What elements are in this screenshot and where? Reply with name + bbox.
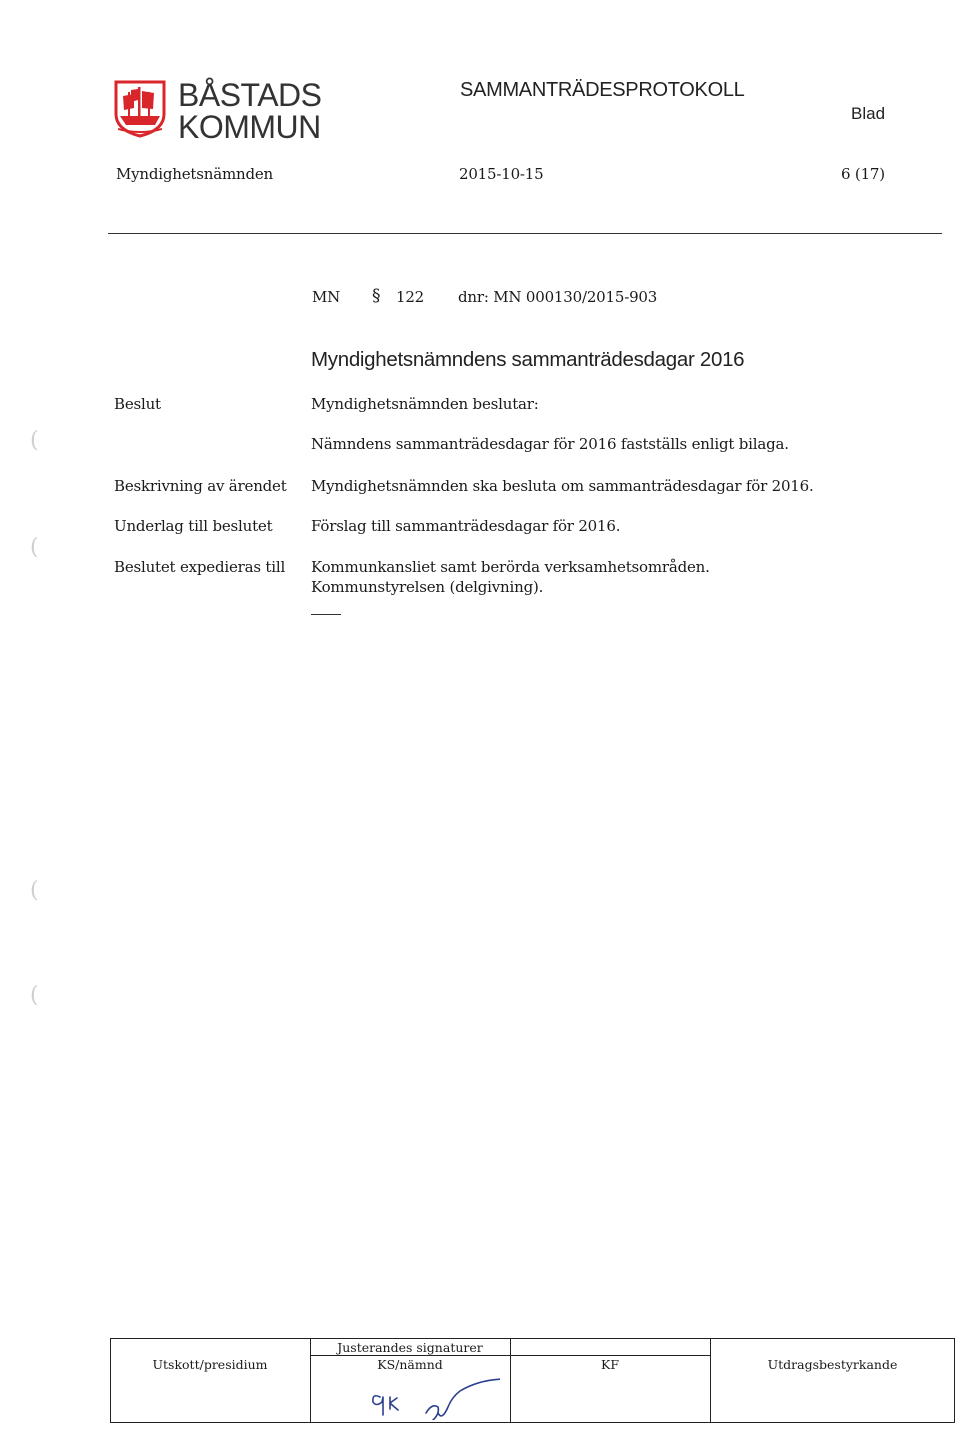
case-dnr: dnr: MN 000130/2015-903: [458, 288, 658, 306]
signature-column-divider: [710, 1338, 711, 1423]
end-mark: [311, 614, 341, 615]
beslut-text: Nämndens sammanträdesdagar för 2016 fastställs enligt bilaga.: [311, 435, 789, 453]
expedieras-line2: Kommunstyrelsen (delgivning).: [311, 578, 544, 596]
signature-col-utskott: Utskott/presidium: [152, 1357, 268, 1372]
expedieras-label: Beslutet expedieras till: [114, 558, 286, 576]
handwritten-initials-signature: [360, 1375, 500, 1420]
signature-column-divider: [510, 1338, 511, 1423]
beslut-intro: Myndighetsnämnden beslutar:: [311, 395, 539, 413]
municipality-name-line2: KOMMUN: [178, 109, 321, 145]
case-body: MN: [312, 288, 341, 306]
document-type: SAMMANTRÄDESPROTOKOLL: [460, 79, 745, 101]
punch-mark: (: [30, 878, 39, 903]
punch-mark: (: [30, 428, 39, 453]
punch-mark: (: [30, 535, 39, 560]
meeting-date: 2015-10-15: [459, 165, 544, 183]
case-title: Myndighetsnämndens sammanträdesdagar 2016: [311, 348, 745, 371]
signature-col-utdragsbestyrkande: Utdragsbestyrkande: [767, 1357, 898, 1372]
committee-name: Myndighetsnämnden: [116, 165, 273, 183]
municipality-logo-icon: [112, 78, 168, 138]
signature-table-title: Justerandes signaturer: [337, 1340, 483, 1355]
municipality-name-line1: BÅSTADS: [178, 77, 322, 113]
expedieras-line1: Kommunkansliet samt berörda verksamhetsområden.: [311, 558, 710, 576]
signature-col-kf: KF: [600, 1357, 619, 1372]
beslut-label: Beslut: [114, 395, 161, 413]
underlag-label: Underlag till beslutet: [114, 517, 273, 535]
blad-label: Blad: [851, 104, 886, 123]
beskrivning-label: Beskrivning av ärendet: [114, 477, 287, 495]
page-number: 6 (17): [841, 165, 885, 183]
paragraph-number: 122: [396, 288, 425, 306]
signature-table: [110, 1338, 955, 1423]
beskrivning-text: Myndighetsnämnden ska besluta om sammanträdesdagar för 2016.: [311, 477, 814, 495]
punch-mark: (: [30, 983, 39, 1008]
paragraph-symbol: §: [372, 286, 381, 306]
signature-col-ks-namnd: KS/nämnd: [377, 1357, 443, 1372]
header-divider: [108, 233, 942, 234]
underlag-text: Förslag till sammanträdesdagar för 2016.: [311, 517, 621, 535]
signature-header-divider: [310, 1355, 710, 1356]
